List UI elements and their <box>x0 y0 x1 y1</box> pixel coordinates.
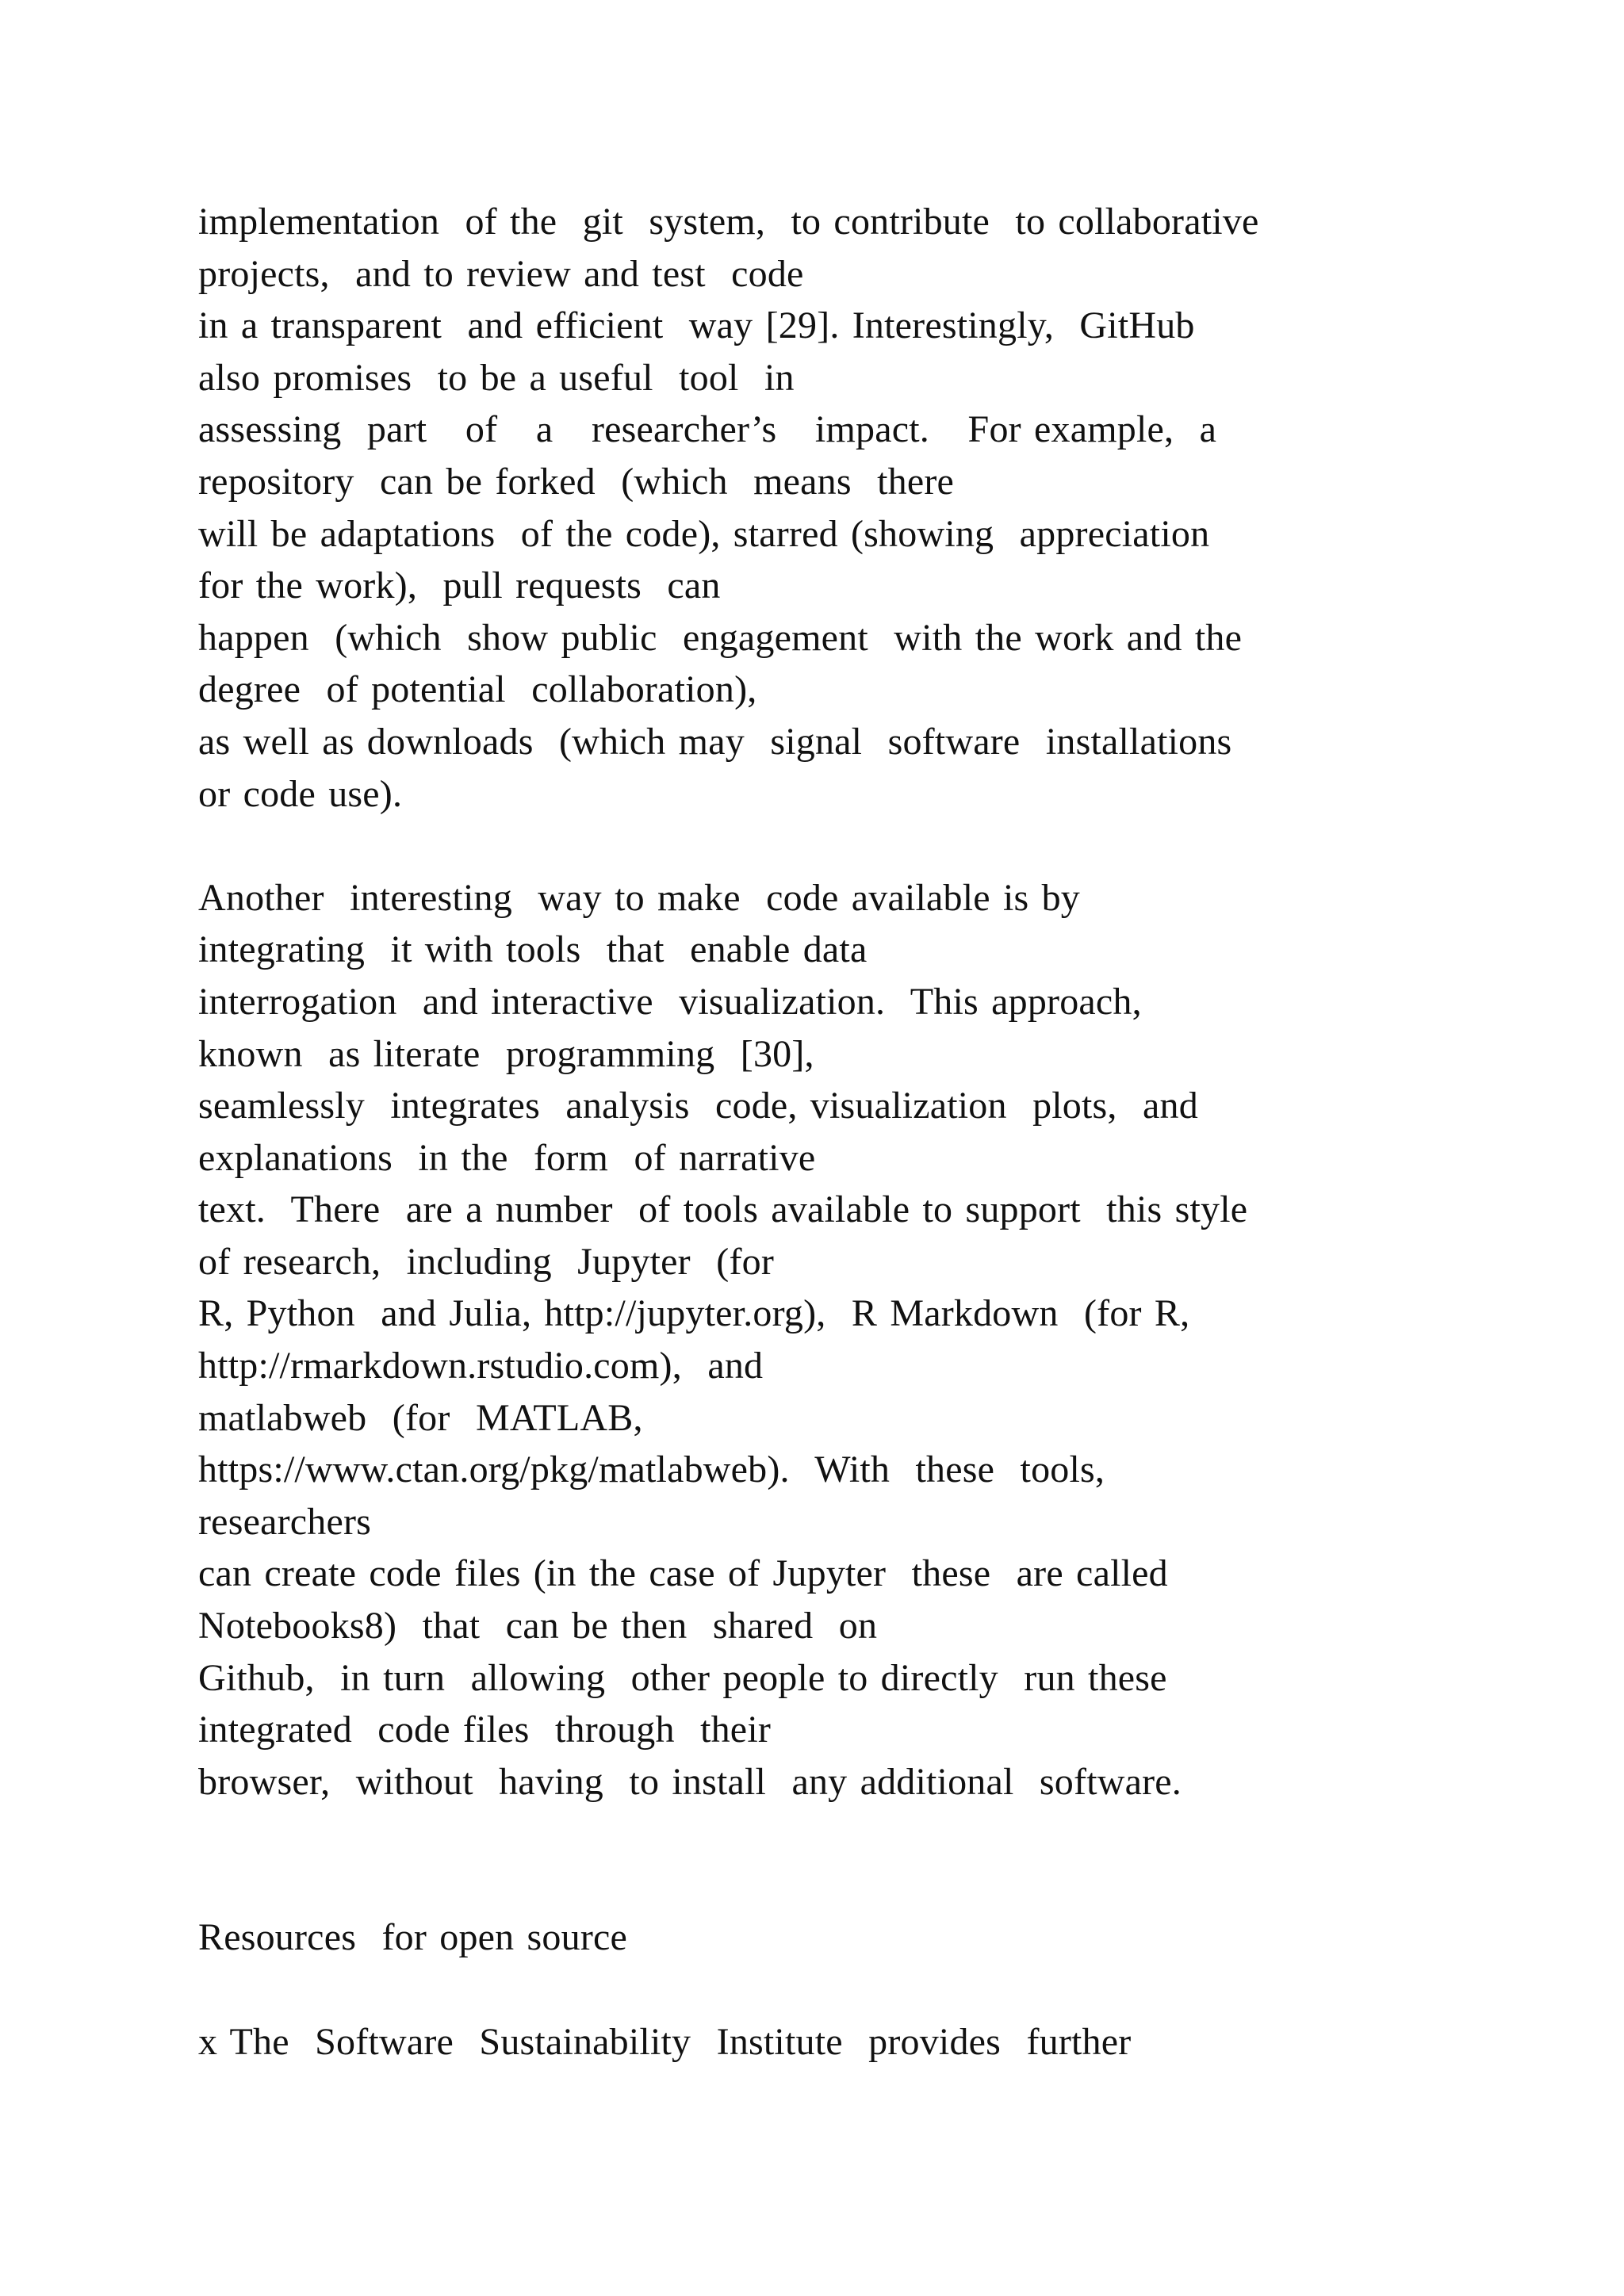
text-line: seamlessly integrates analysis code, visualization plots, and <box>198 1085 1198 1127</box>
text-line: https://www.ctan.org/pkg/matlabweb). With these tools, <box>198 1448 1105 1491</box>
text-line: in a transparent and efficient way [29]. Interestingly, GitHub <box>198 304 1195 347</box>
text-line: can create code files (in the case of Jupyter these are called <box>198 1552 1168 1595</box>
document-body <box>198 196 1499 2068</box>
text-line: researchers <box>198 1500 372 1543</box>
text-line: of research, including Jupyter (for <box>198 1240 775 1283</box>
text-line: R, Python and Julia, http://jupyter.org), R Markdown (for R, <box>198 1292 1190 1335</box>
text-line: matlabweb (for MATLAB, <box>198 1396 643 1439</box>
text-line: will be adaptations of the code), starred (showing appreciation <box>198 512 1210 555</box>
paragraph-spacer <box>198 820 1499 872</box>
text-line: text. There are a number of tools available to support this style <box>198 1188 1248 1231</box>
list-item: x The Software Sustainability Institute provides further <box>198 2020 1132 2063</box>
text-line: integrating it with tools that enable data <box>198 928 868 971</box>
text-line: or code use). <box>198 772 403 815</box>
text-line: Another interesting way to make code available is by <box>198 876 1081 919</box>
text-line: as well as downloads (which may signal software installations <box>198 720 1232 763</box>
text-line: Github, in turn allowing other people to directly run these <box>198 1656 1167 1699</box>
text-line: implementation of the git system, to contribute to collaborative <box>198 201 1259 243</box>
section-heading: Resources for open source <box>198 1916 628 1959</box>
paragraph-spacer <box>198 1964 1499 2016</box>
text-line: projects, and to review and test code <box>198 252 804 295</box>
paragraph-literate-programming <box>198 872 1499 1808</box>
text-line: repository can be forked (which means there <box>198 460 955 503</box>
text-line: also promises to be a useful tool in <box>198 356 795 399</box>
text-line: integrated code files through their <box>198 1709 772 1751</box>
paragraph-git-github <box>198 196 1499 820</box>
text-line: interrogation and interactive visualization. This approach, <box>198 980 1142 1023</box>
text-line: browser, without having to install any additional software. <box>198 1760 1182 1803</box>
text-line: assessing part of a researcher’s impact. For example, a <box>198 408 1217 451</box>
text-line: explanations in the form of narrative <box>198 1136 816 1179</box>
section-spacer <box>198 1808 1499 1911</box>
text-line: happen (which show public engagement with the work and the <box>198 616 1243 659</box>
text-line: known as literate programming [30], <box>198 1032 814 1075</box>
text-line: http://rmarkdown.rstudio.com), and <box>198 1345 764 1387</box>
text-line: for the work), pull requests can <box>198 564 721 607</box>
text-line: Notebooks8) that can be then shared on <box>198 1605 878 1647</box>
text-line: degree of potential collaboration), <box>198 668 757 711</box>
